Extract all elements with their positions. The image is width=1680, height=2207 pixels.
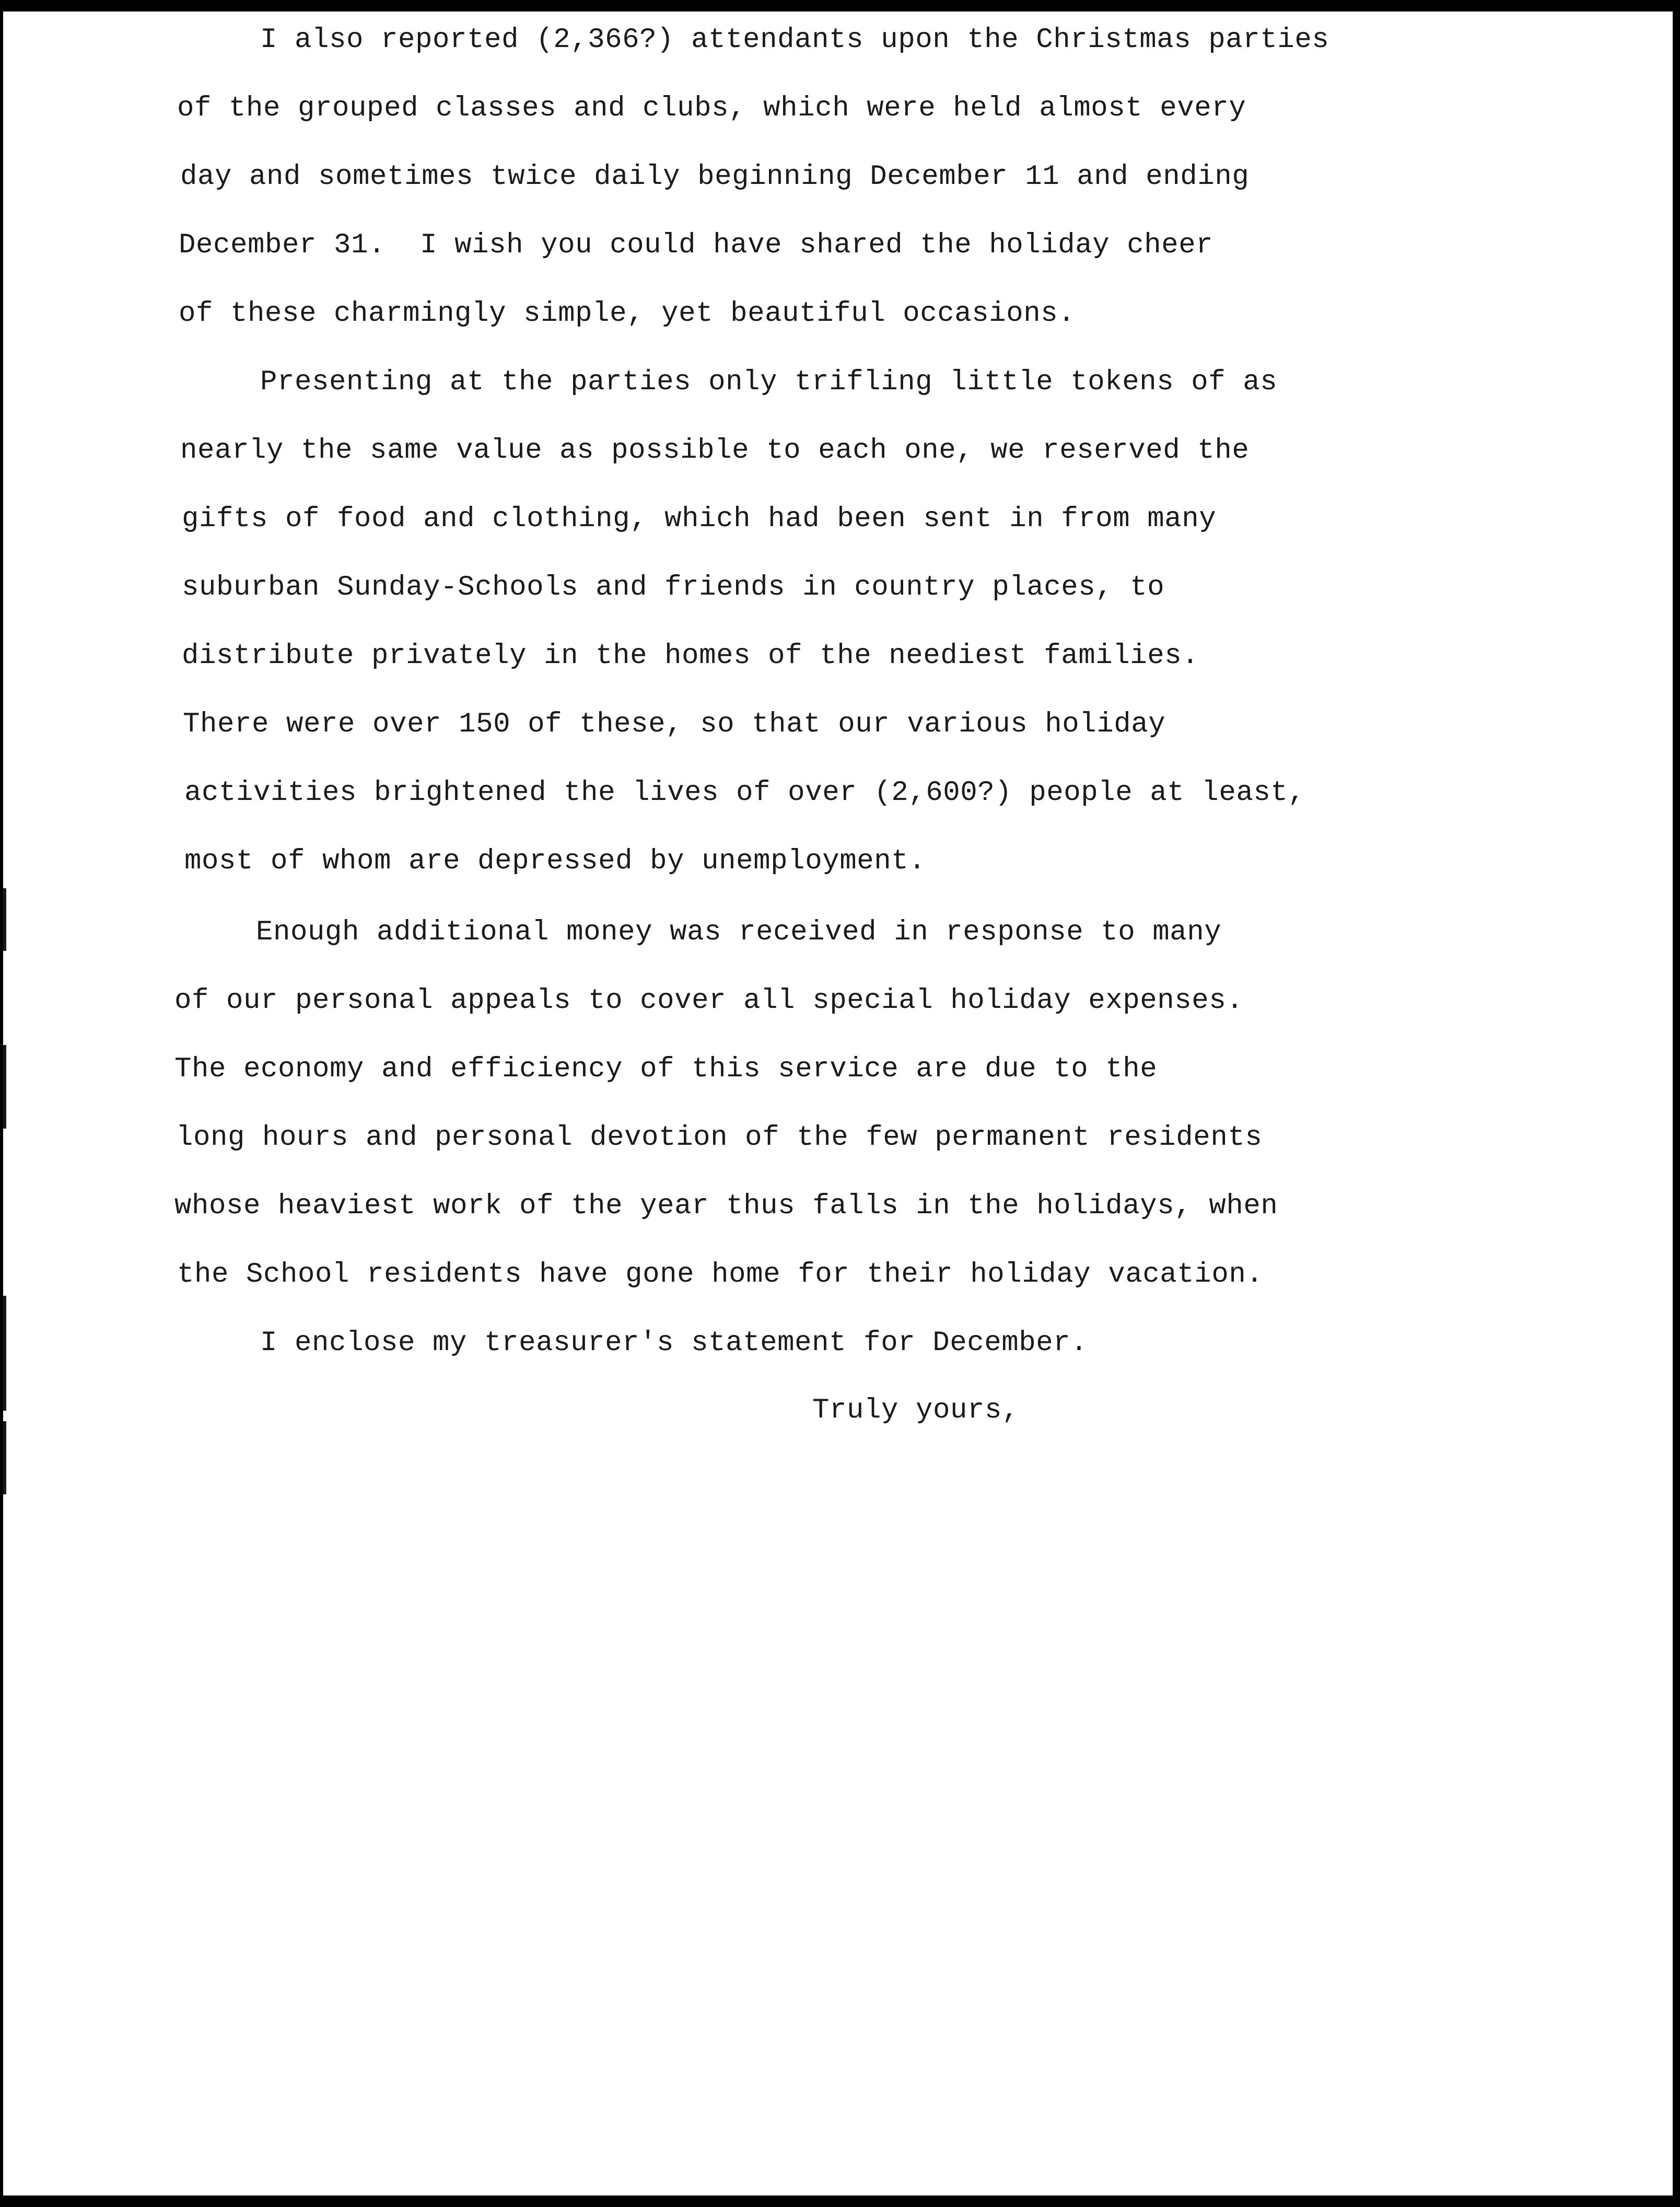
letter-line: of these charmingly simple, yet beautiful occasions. [179,298,1076,330]
scan-border-top [0,0,1680,11]
letter-line: nearly the same value as possible to each one, we reserved the [180,435,1250,467]
letter-line: long hours and personal devotion of the few permanent residents [176,1122,1263,1154]
scan-border-right [1673,0,1680,2207]
letter-line: the School residents have gone home for their holiday vacation. [177,1259,1264,1291]
letter-line: day and sometimes twice daily beginning December 11 and ending [180,161,1250,193]
letter-line: I enclose my treasurer's statement for December. [260,1327,1088,1359]
scan-margin-mark [3,1045,6,1129]
letter-line: of the grouped classes and clubs, which were held almost every [177,92,1246,124]
scan-margin-mark [3,1421,6,1494]
letter-line: The economy and efficiency of this service are due to the [174,1053,1158,1085]
letter-line: Presenting at the parties only trifling little tokens of as [260,366,1278,398]
letter-line: Enough additional money was received in response to many [256,916,1222,948]
letter-line: gifts of food and clothing, which had been sent in from many [182,503,1217,535]
scan-margin-mark [3,1296,6,1411]
letter-line: most of whom are depressed by unemployment. [184,845,926,877]
letter-line: I also reported (2,366?) attendants upon the Christmas parties [260,24,1329,56]
letter-line: distribute privately in the homes of the neediest families. [182,640,1199,672]
letter-line: activities brightened the lives of over (2,600?) people at least, [184,777,1305,809]
letter-line: suburban Sunday-Schools and friends in country places, to [182,572,1165,603]
letter-closing: Truly yours, [812,1395,1020,1426]
letter-line: whose heaviest work of the year thus falls in the holidays, when [174,1190,1278,1222]
scan-margin-mark [3,888,6,951]
scan-border-bottom [0,2196,1680,2207]
letter-line: There were over 150 of these, so that our various holiday [183,708,1166,740]
letter-line: of our personal appeals to cover all special holiday expenses. [174,985,1244,1017]
letter-line: December 31. I wish you could have shared the holiday cheer [179,229,1214,261]
